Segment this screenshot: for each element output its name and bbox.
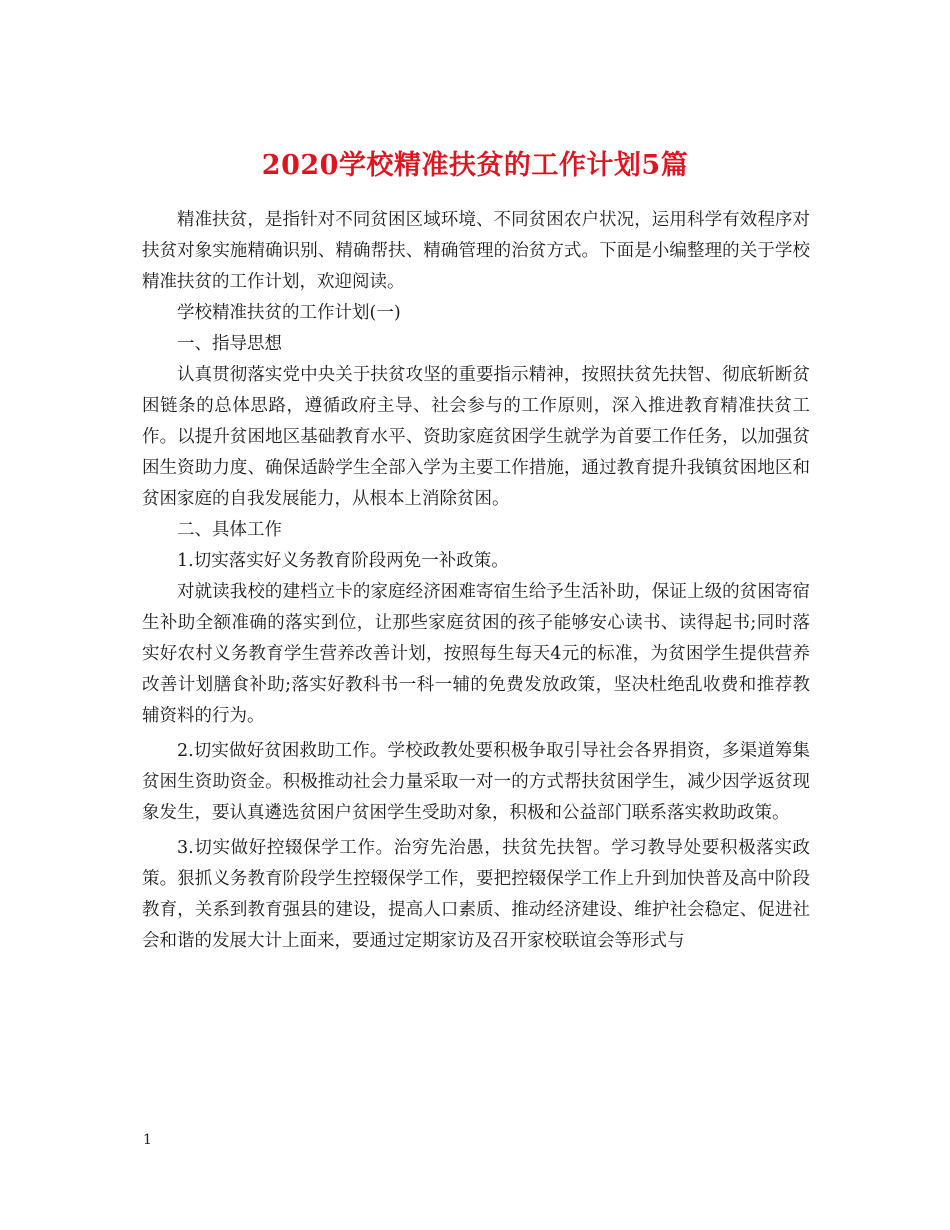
section-heading-plan-one: 学校精准扶贫的工作计划(一)	[177, 303, 401, 323]
item-3-paragraph: 3.切实做好控辍保学工作。治穷先治愚，扶贫先扶智。学习教导处要积极落实政策。狠抓义务教育阶段学生控辍保学工作，要把控辍保学工作上升到加快普及高中阶段教育，关系到教育强县的建设，提高人口素质、推动经济建设、维护社会稳定、促进社会和谐的发展大计上面来，要通过定期家访及召开家校联谊会等形式与	[142, 838, 810, 951]
section-heading-specific-work: 二、具体工作	[177, 520, 282, 540]
intro-paragraph: 精准扶贫，是指针对不同贫困区域环境、不同贫困农户状况，运用科学有效程序对扶贫对象实施精确识别、精确帮扶、精确管理的治贫方式。下面是小编整理的关于学校精准扶贫的工作计划，欢迎阅读。	[142, 210, 810, 292]
item-1-paragraph: 对就读我校的建档立卡的家庭经济困难寄宿生给予生活补助，保证上级的贫困寄宿生补助全额准确的落实到位，让那些家庭贫困的孩子能够安心读书、读得起书;同时落实好农村义务教育学生营养改善计划，按照每生每天4元的标准，为贫困学生提供营养改善计划膳食补助;落实好教科书一科一辅的免费发放政策，坚决杜绝乱收费和推荐教辅资料的行为。	[142, 582, 810, 726]
item-2-paragraph: 2.切实做好贫困救助工作。学校政教处要积极争取引导社会各界捐资，多渠道筹集贫困生资助资金。积极推动社会力量采取一对一的方式帮扶贫困学生，减少因学返贫现象发生，要认真遴选贫困户贫困学生受助对象，积极和公益部门联系落实救助政策。	[142, 741, 810, 823]
document-title: 2020学校精准扶贫的工作计划5篇	[261, 150, 689, 182]
document-body	[142, 205, 810, 957]
item-heading-1: 1.切实落实好义务教育阶段两免一补政策。	[177, 551, 509, 571]
guiding-ideology-paragraph: 认真贯彻落实党中央关于扶贫攻坚的重要指示精神，按照扶贫先扶智、彻底斩断贫困链条的总体思路，遵循政府主导、社会参与的工作原则，深入推进教育精准扶贫工作。以提升贫困地区基础教育水平、资助家庭贫困学生就学为首要工作任务，以加强贫困生资助力度、确保适龄学生全部入学为主要工作措施，通过教育提升我镇贫困地区和贫困家庭的自我发展能力，从根本上消除贫困。	[142, 365, 810, 509]
section-heading-guiding-ideology: 一、指导思想	[177, 334, 282, 354]
page-number: 1	[143, 1132, 152, 1148]
